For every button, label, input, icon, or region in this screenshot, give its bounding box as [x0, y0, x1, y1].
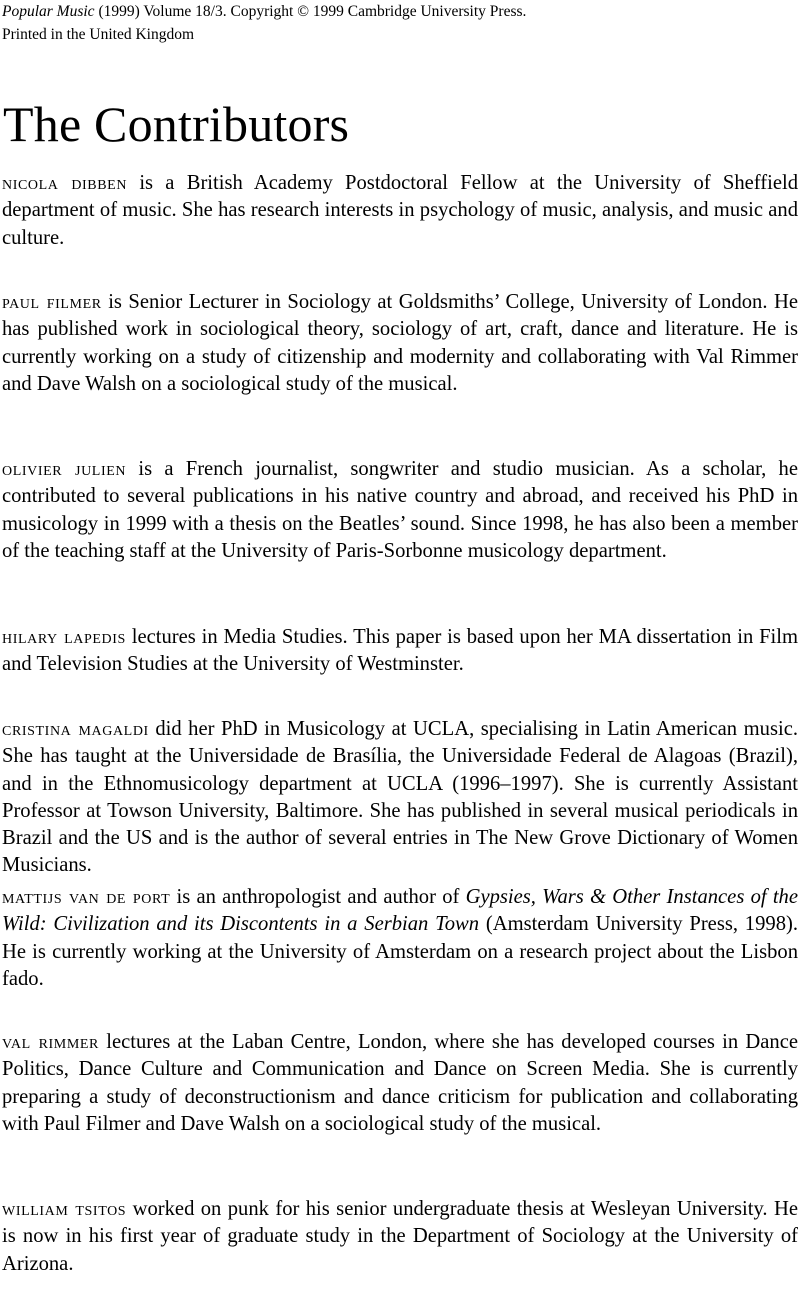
citation-line	[2, 0, 798, 23]
contributor-name: mattijs van de port	[2, 886, 171, 908]
contributor-entry	[2, 456, 798, 565]
contributor-name: olivier julien	[2, 458, 127, 480]
contributor-bio: is a British Academy Postdoctoral Fellow at the University of Sheffield department of music. She has research interests in psychology of music, analysis, and music and culture.	[2, 172, 798, 249]
contributor-entry	[2, 884, 798, 993]
contributor-bio: did her PhD in Musicology at UCLA, specialising in Latin American music. She has taught at the Universidade de Brasília, the Universidade Federal de Alagoas (Brazil), and in the Ethnomusicology department at UCLA (1996–1997). She is currently Assistant Professor at Towson University, Baltimore. She has published in several musical periodicals in Brazil and the US and is the author of several entries in The New Grove Dictionary of Women Musicians.	[2, 718, 798, 877]
contributor-entry	[2, 289, 798, 398]
contributor-entry	[2, 1196, 798, 1278]
contributor-name: cristina magaldi	[2, 718, 149, 740]
contributor-name: nicola dibben	[2, 172, 128, 194]
contributor-entry	[2, 624, 798, 679]
page-title: The Contributors	[3, 96, 350, 152]
contributor-bio-after: (Amsterdam University Press, 1998). He is currently working at the University of Amsterdam on a research project about the Lisbon fado.	[2, 913, 798, 990]
book-title: Gypsies, Wars & Other Instances of the Wild: Civilization and its Discontents in a Serbian Town	[2, 886, 798, 936]
contributor-entry	[2, 170, 798, 252]
journal-name: Popular Music	[2, 3, 95, 20]
citation-text: (1999) Volume 18/3. Copyright © 1999 Cambridge University Press.	[94, 3, 527, 20]
contributor-bio: lectures at the Laban Centre, London, where she has developed courses in Dance Politics, Dance Culture and Communication and Dance on Screen Media. She is currently preparing a study of deconstructionism and dance criticism for publication and collaborating with Paul Filmer and Dave Walsh on a sociological study of the musical.	[2, 1031, 799, 1135]
contributor-name: hilary lapedis	[2, 626, 126, 648]
contributor-entry	[2, 1029, 798, 1138]
contributor-name: val rimmer	[2, 1031, 99, 1053]
contributor-bio: is a French journalist, songwriter and studio musician. As a scholar, he contributed to several publications in his native country and abroad, and received his PhD in musicology in 1999 with a thesis on the Beatles’ sound. Since 1998, he has also been a member of the teaching staff at the University of Paris-Sorbonne musicology department.	[2, 458, 798, 562]
contributor-entry	[2, 716, 798, 880]
printed-line: Printed in the United Kingdom	[2, 26, 195, 43]
contributor-bio: lectures in Media Studies. This paper is based upon her MA dissertation in Film and Television Studies at the University of Westminster.	[2, 626, 798, 676]
contributor-bio-before: is an anthropologist and author of	[170, 886, 466, 908]
contributor-bio: is Senior Lecturer in Sociology at Goldsmiths’ College, University of London. He has published work in sociological theory, sociology of art, craft, dance and literature. He is currently working on a study of citizenship and modernity and collaborating with Val Rimmer and Dave Walsh on a sociological study of the musical.	[2, 291, 798, 395]
contributor-name: william tsitos	[2, 1198, 127, 1220]
contributor-bio: worked on punk for his senior undergraduate thesis at Wesleyan University. He is now in his first year of graduate study in the Department of Sociology at the University of Arizona.	[2, 1198, 798, 1275]
contributor-name: paul filmer	[2, 291, 102, 313]
journal-header	[2, 0, 798, 46]
